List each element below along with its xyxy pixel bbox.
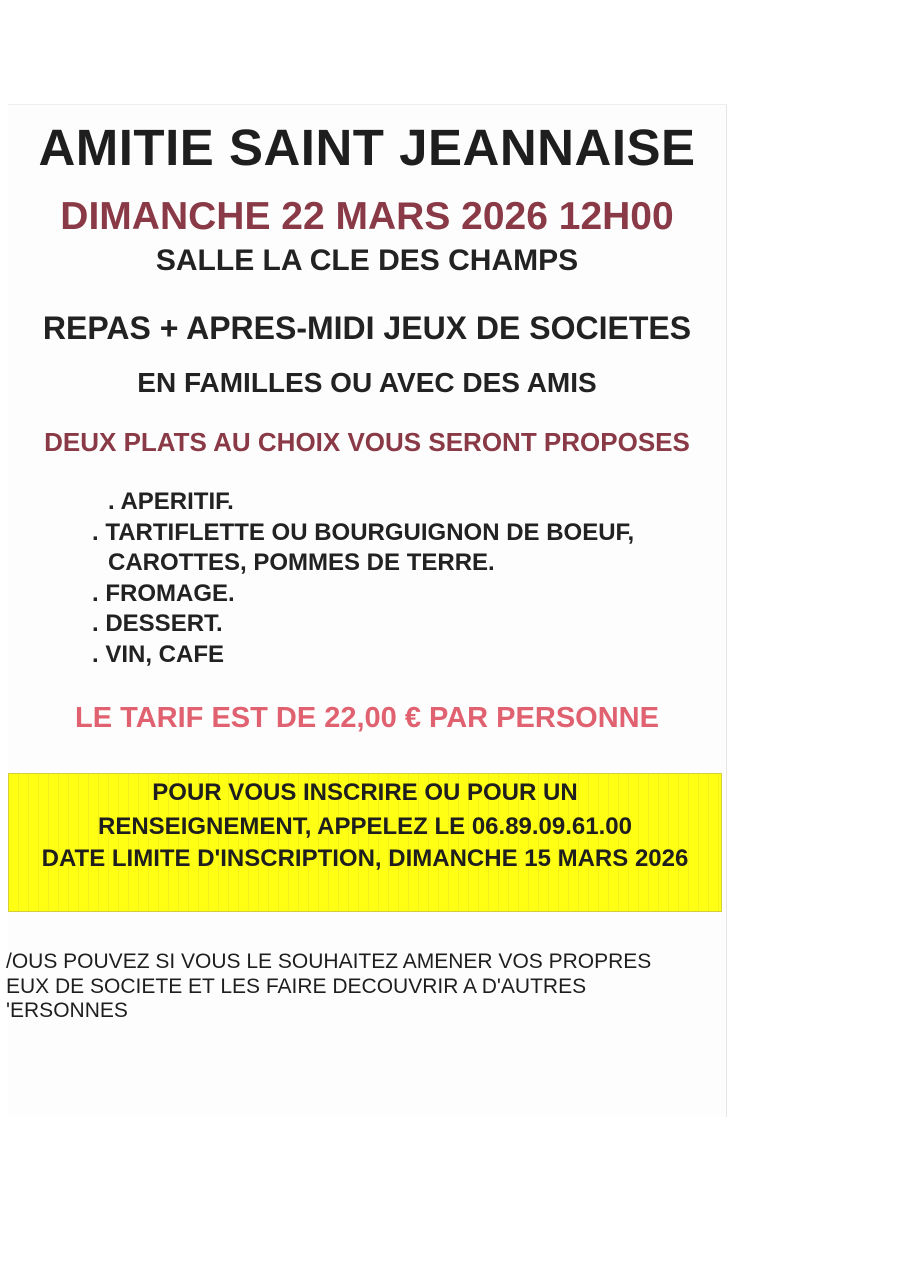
- note-line: /OUS POUVEZ SI VOUS LE SOUHAITEZ AMENER VOS PROPRES: [6, 950, 652, 973]
- event-venue: SALLE LA CLE DES CHAMPS: [155, 244, 579, 277]
- flyer-title: AMITIE SAINT JEANNAISE: [38, 119, 696, 176]
- note-line: EUX DE SOCIETE ET LES FAIRE DECOUVRIR A D'AUTRES: [6, 975, 587, 998]
- note-line: 'ERSONNES: [6, 999, 128, 1022]
- menu-item: . APERITIF.: [108, 488, 234, 515]
- menu-item: . VIN, CAFE: [92, 640, 225, 668]
- event-audience: EN FAMILLES OU AVEC DES AMIS: [137, 367, 597, 398]
- registration-phone-line: RENSEIGNEMENT, APPELEZ LE 06.89.09.61.00: [98, 813, 632, 840]
- dishes-note: DEUX PLATS AU CHOIX VOUS SERONT PROPOSES: [44, 427, 690, 457]
- menu-item: . TARTIFLETTE OU BOURGUIGNON DE BOEUF,: [92, 518, 635, 546]
- menu-item: . DESSERT.: [92, 610, 223, 637]
- price-line: LE TARIF EST DE 22,00 € PAR PERSONNE: [75, 702, 659, 734]
- event-date: DIMANCHE 22 MARS 2026 12H00: [60, 195, 674, 238]
- registration-deadline-line: DATE LIMITE D'INSCRIPTION, DIMANCHE 15 MARS 2026: [41, 845, 689, 872]
- menu-item: . FROMAGE.: [92, 579, 235, 607]
- menu-list: [92, 487, 634, 670]
- menu-item: CAROTTES, POMMES DE TERRE.: [108, 549, 495, 576]
- registration-line: POUR VOUS INSCRIRE OU POUR UN: [152, 779, 578, 806]
- event-activity: REPAS + APRES-MIDI JEUX DE SOCIETES: [42, 310, 692, 346]
